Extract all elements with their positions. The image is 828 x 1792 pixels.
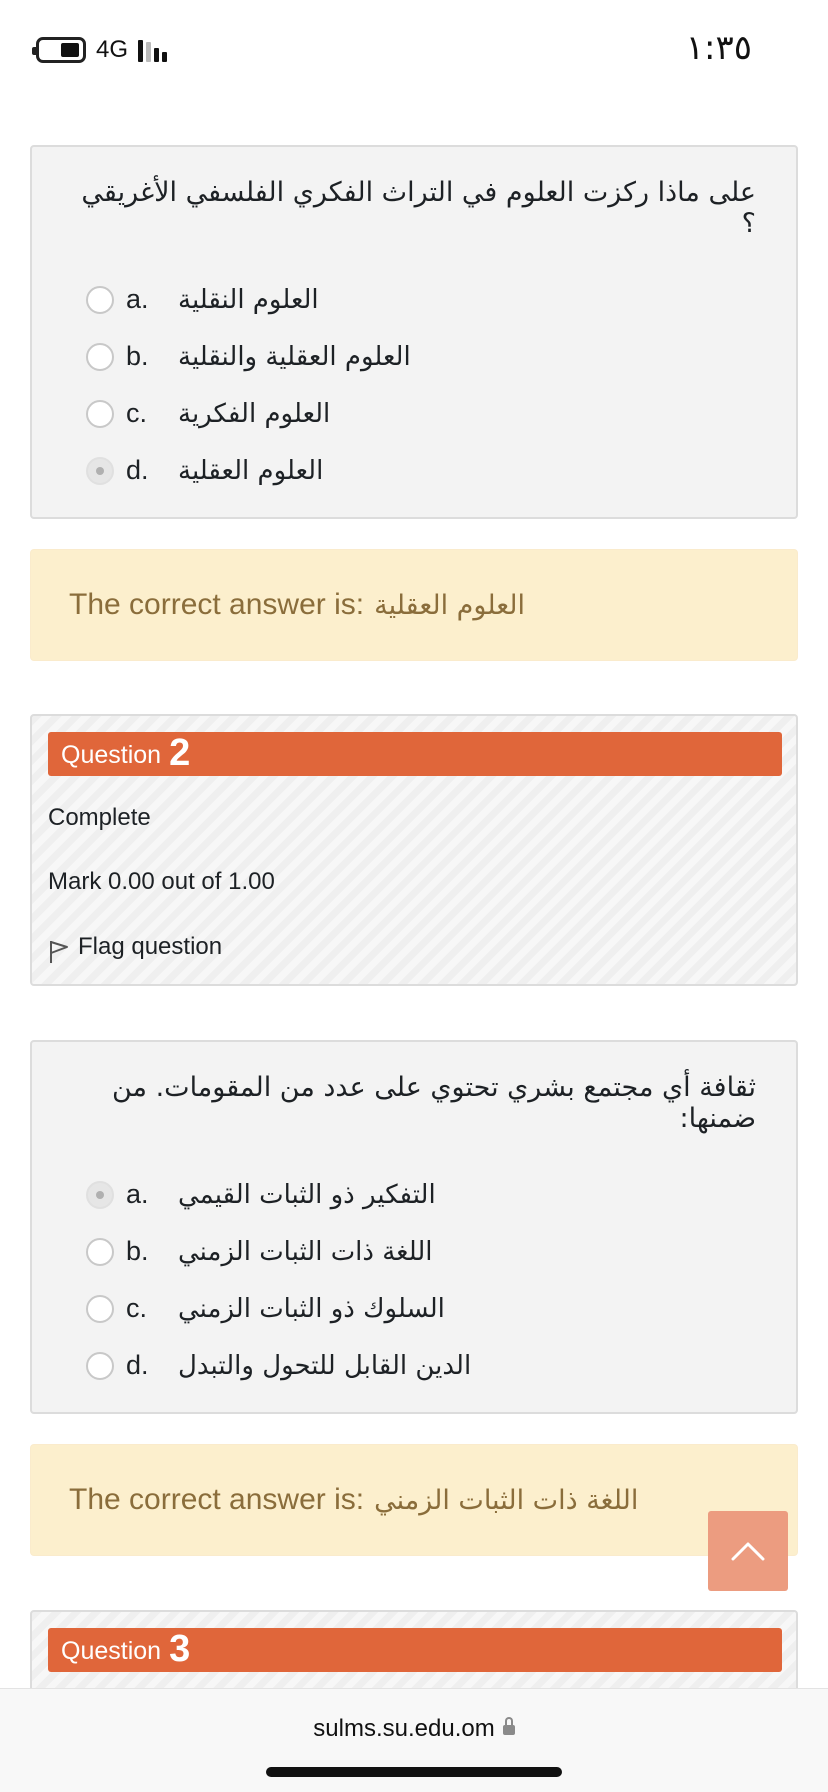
network-type: 4G (96, 36, 129, 63)
question-label: Question (61, 741, 162, 769)
signal-icon (138, 38, 167, 62)
question-text: ثقافة أي مجتمع بشري تحتوي على عدد من المقومات. من ضمنها: (111, 1072, 756, 1134)
question-number: 2 (169, 732, 191, 774)
option-text: التفكير ذو الثبات القيمي (178, 1179, 436, 1210)
flag-icon (48, 938, 70, 964)
answer-option[interactable] (86, 271, 796, 328)
battery-icon (36, 37, 86, 63)
answer-option[interactable] (86, 1337, 796, 1394)
question-state: Complete (48, 804, 151, 831)
question-header (48, 1628, 782, 1672)
option-letter: b. (126, 1236, 149, 1266)
option-text: العلوم العقلية والنقلية (178, 341, 411, 372)
question-1-answer-card (30, 145, 798, 519)
option-letter: c. (126, 398, 148, 428)
answer-option[interactable] (86, 1223, 796, 1280)
chevron-up-icon (731, 1541, 765, 1561)
flag-question-link[interactable] (48, 930, 222, 964)
answer-option[interactable] (86, 1280, 796, 1337)
question-label: Question (61, 1637, 162, 1665)
correct-answer-feedback (30, 549, 798, 661)
answer-option[interactable] (86, 1166, 796, 1223)
browser-url-bar (0, 1688, 828, 1792)
option-letter: d. (126, 1350, 149, 1380)
option-text: اللغة ذات الثبات الزمني (178, 1236, 433, 1267)
question-2-answer-card (30, 1040, 798, 1414)
option-letter: d. (126, 455, 149, 485)
option-text: العلوم الفكرية (178, 398, 331, 429)
radio-button[interactable] (86, 1352, 114, 1380)
answer-option[interactable] (86, 328, 796, 385)
radio-button-selected[interactable] (86, 1181, 114, 1209)
option-letter: a. (126, 284, 149, 314)
option-text: الدين القابل للتحول والتبدل (178, 1350, 472, 1381)
status-bar (0, 0, 828, 100)
flag-label: Flag question (78, 933, 223, 960)
feedback-answer: اللغة ذات الثبات الزمني (374, 1484, 639, 1516)
feedback-label: The correct answer is: (69, 1483, 365, 1516)
feedback-answer: العلوم العقلية (374, 589, 526, 621)
feedback-label: The correct answer is: (69, 588, 365, 621)
option-text: السلوك ذو الثبات الزمني (178, 1293, 445, 1324)
radio-button[interactable] (86, 343, 114, 371)
back-to-top-button[interactable] (708, 1511, 788, 1591)
home-indicator (266, 1767, 562, 1777)
option-letter: b. (126, 341, 149, 371)
status-left (36, 36, 167, 64)
option-text: العلوم النقلية (178, 284, 319, 315)
radio-button[interactable] (86, 400, 114, 428)
option-text: العلوم العقلية (178, 455, 324, 486)
question-mark: Mark 0.00 out of 1.00 (48, 868, 275, 895)
option-letter: a. (126, 1179, 149, 1209)
radio-button-selected[interactable] (86, 457, 114, 485)
radio-button[interactable] (86, 1238, 114, 1266)
question-text: على ماذا ركزت العلوم في التراث الفكري الفلسفي الأغريقي ؟ (81, 177, 756, 239)
question-number: 3 (169, 1628, 191, 1670)
answer-option[interactable] (86, 385, 796, 442)
question-2-info (30, 714, 798, 986)
question-header (48, 732, 782, 776)
correct-answer-feedback (30, 1444, 798, 1556)
clock: ١:٣٥ (685, 28, 752, 68)
option-letter: c. (126, 1293, 148, 1323)
radio-button[interactable] (86, 286, 114, 314)
radio-button[interactable] (86, 1295, 114, 1323)
answer-options (32, 239, 796, 499)
answer-option[interactable] (86, 442, 796, 499)
answer-options (32, 1134, 796, 1394)
url-text: sulms.su.edu.om (313, 1715, 495, 1742)
address-display[interactable] (0, 1715, 828, 1743)
lock-icon (503, 1725, 515, 1735)
